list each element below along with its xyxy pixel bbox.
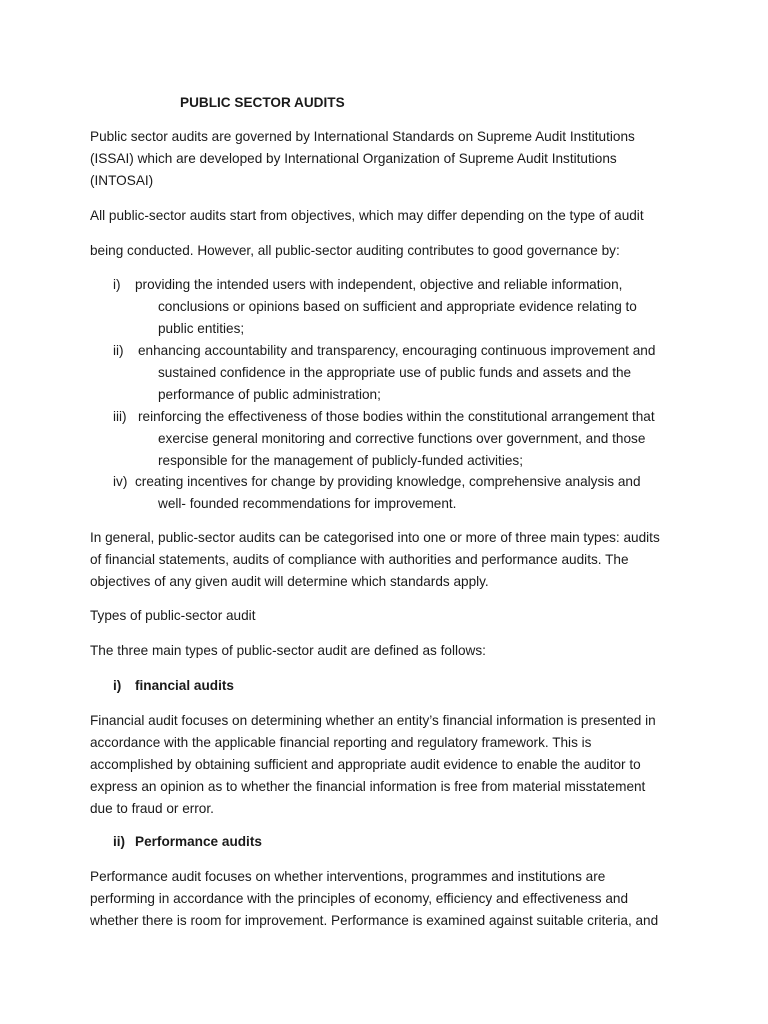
intro-line-3: (INTOSAI) — [90, 173, 154, 188]
list-item-2-line-1: enhancing accountability and transparency, encouraging continuous improvement and — [138, 343, 656, 358]
list-item-3-line-1: reinforcing the effectiveness of those bodies within the constitutional arrangement that — [138, 409, 655, 424]
financial-line-2: accordance with the applicable financial reporting and regulatory framework. This is — [90, 735, 592, 750]
list-marker-ii: ii) — [113, 343, 124, 358]
types-heading: Types of public-sector audit — [90, 608, 256, 623]
list-item-3-line-2: exercise general monitoring and corrective functions over government, and those — [158, 431, 646, 446]
list-marker-i: i) — [113, 277, 121, 292]
financial-marker: i) — [113, 678, 122, 693]
financial-heading: financial audits — [135, 678, 234, 693]
performance-heading: Performance audits — [135, 834, 262, 849]
performance-marker: ii) — [113, 834, 126, 849]
page-title: PUBLIC SECTOR AUDITS — [180, 95, 345, 110]
list-item-2-line-2: sustained confidence in the appropriate use of public funds and assets and the — [158, 365, 632, 380]
list-item-1-line-3: public entities; — [158, 321, 245, 336]
types-intro: The three main types of public-sector audit are defined as follows: — [90, 643, 486, 658]
general-line-2: of financial statements, audits of compliance with authorities and performance audits. The — [90, 552, 629, 567]
performance-line-3: whether there is room for improvement. Performance is examined against suitable criteria, and — [90, 913, 659, 928]
performance-line-1: Performance audit focuses on whether interventions, programmes and institutions are — [90, 869, 606, 884]
list-item-1-line-1: providing the intended users with independent, objective and reliable information, — [135, 277, 623, 292]
list-item-4-line-1: creating incentives for change by providing knowledge, comprehensive analysis and — [135, 474, 641, 489]
list-item-4-line-2: well- founded recommendations for improvement. — [158, 496, 457, 511]
financial-line-5: due to fraud or error. — [90, 801, 214, 816]
financial-line-4: express an opinion as to whether the financial information is free from material misstatement — [90, 779, 646, 794]
list-item-3-line-3: responsible for the management of publicly-funded activities; — [158, 453, 523, 468]
financial-line-1: Financial audit focuses on determining whether an entity’s financial information is presented in — [90, 713, 656, 728]
general-line-3: objectives of any given audit will determine which standards apply. — [90, 574, 489, 589]
list-marker-iv: iv) — [113, 474, 128, 489]
intro-line-1: Public sector audits are governed by International Standards on Supreme Audit Institutions — [90, 129, 635, 144]
performance-line-2: performing in accordance with the principles of economy, efficiency and effectiveness and — [90, 891, 629, 906]
list-item-1-line-2: conclusions or opinions based on sufficient and appropriate evidence relating to — [158, 299, 637, 314]
financial-line-3: accomplished by obtaining sufficient and appropriate audit evidence to enable the auditor to — [90, 757, 641, 772]
list-marker-iii: iii) — [113, 409, 127, 424]
objectives-line-2: being conducted. However, all public-sector auditing contributes to good governance by: — [90, 243, 620, 258]
objectives-line-1: All public-sector audits start from objectives, which may differ depending on the type of audit — [90, 208, 644, 223]
general-line-1: In general, public-sector audits can be categorised into one or more of three main types: audits — [90, 530, 660, 545]
intro-line-2: (ISSAI) which are developed by International Organization of Supreme Audit Institutions — [90, 151, 617, 166]
list-item-2-line-3: performance of public administration; — [158, 387, 381, 402]
